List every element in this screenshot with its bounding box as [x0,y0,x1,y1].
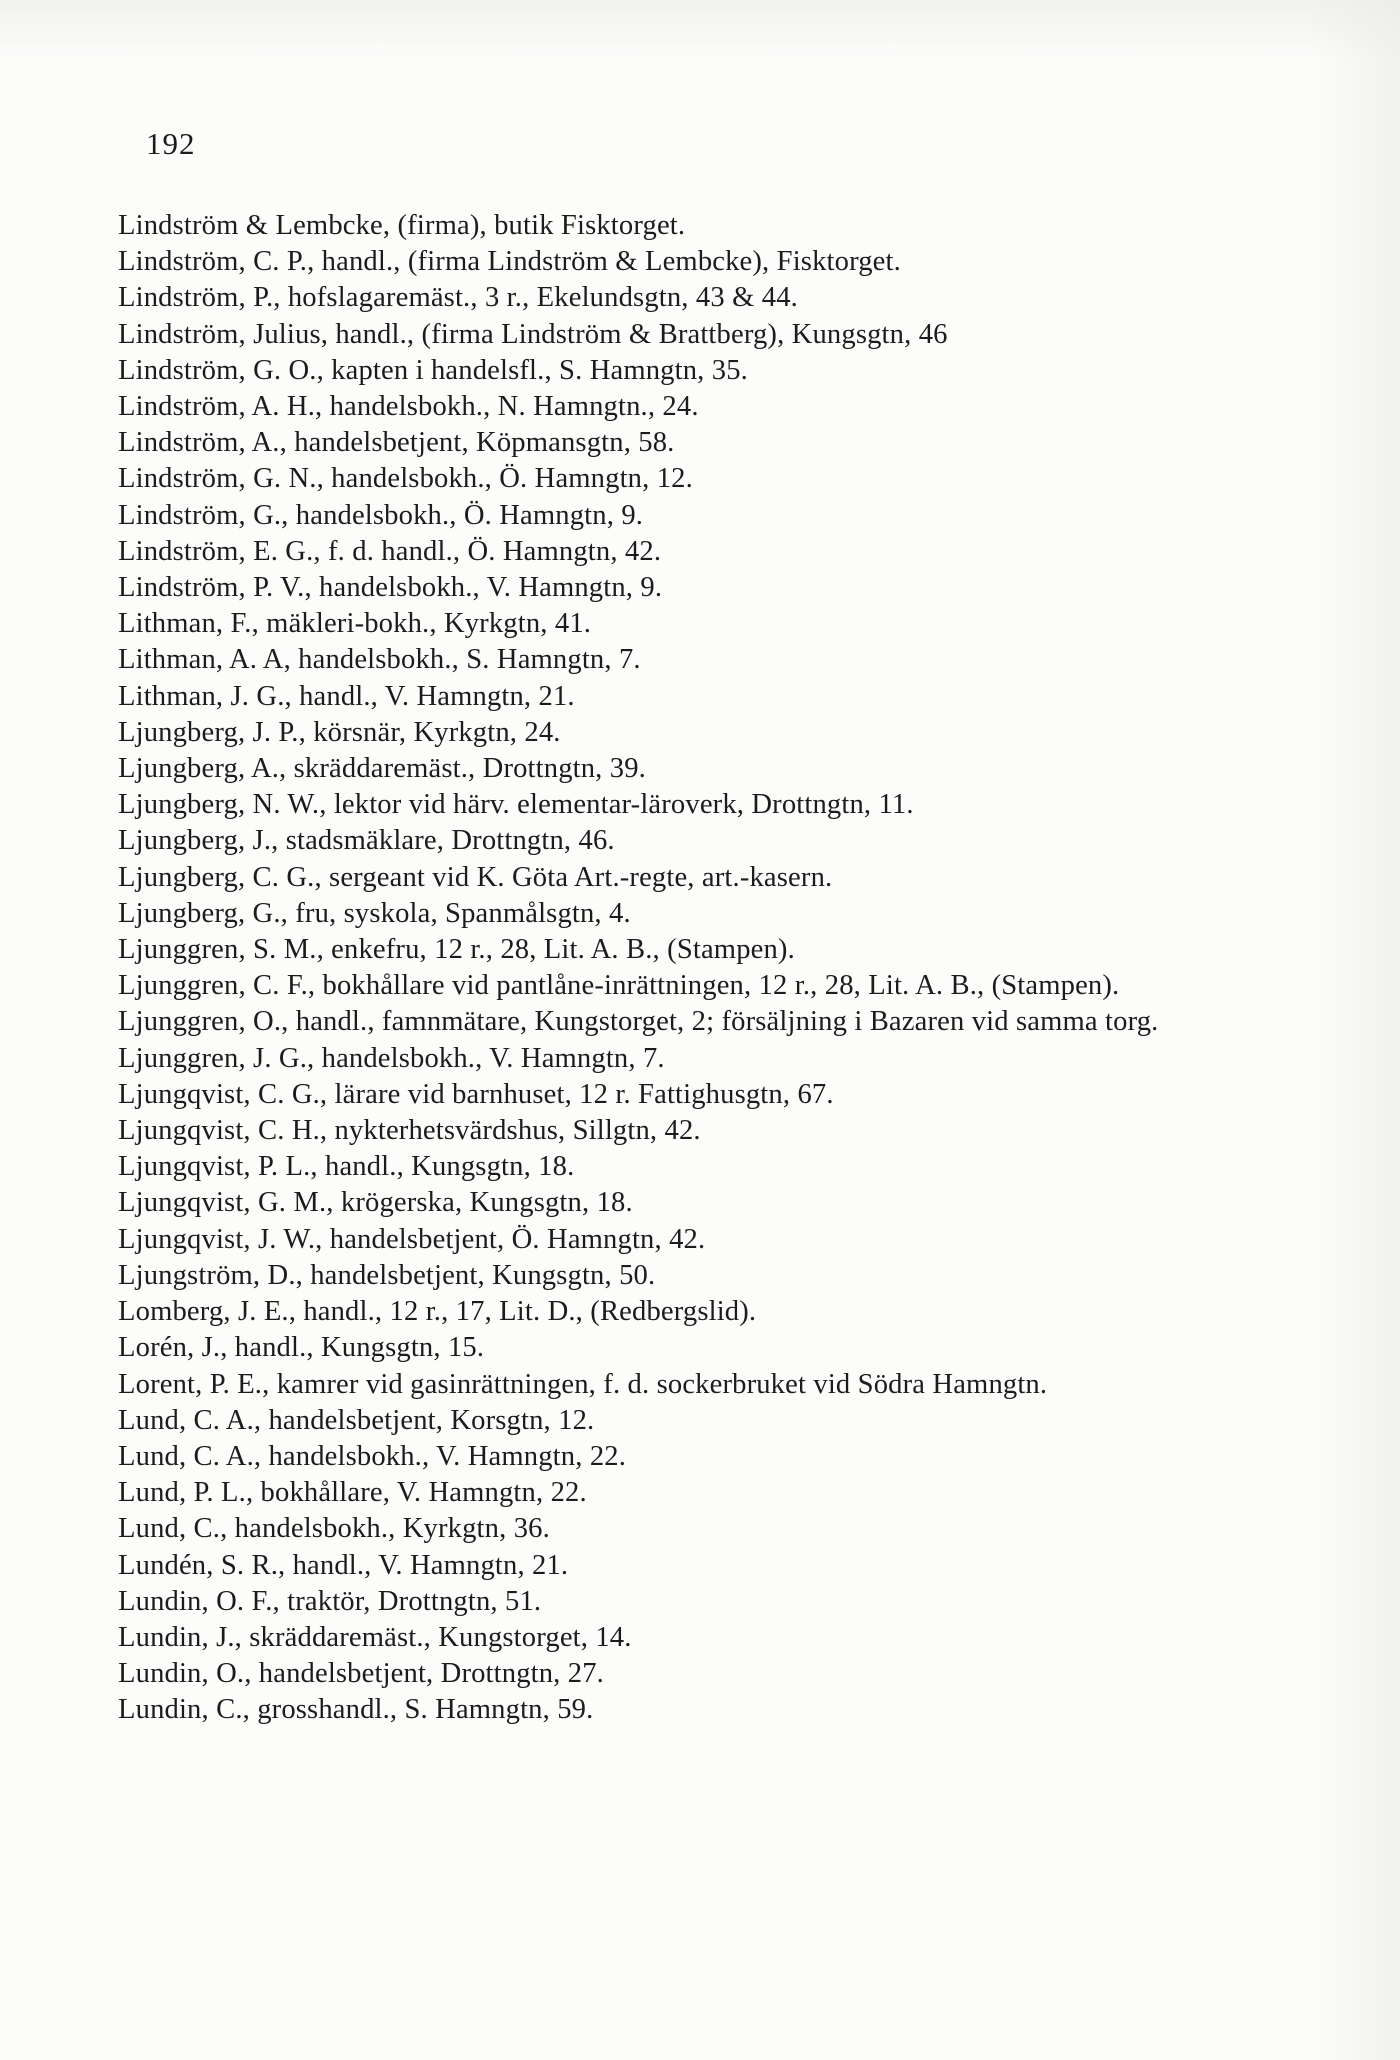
directory-entry: Ljungqvist, G. M., krögerska, Kungsgtn, 18. [118,1187,633,1219]
directory-entry: Ljungberg, A., skräddaremäst., Drottngtn, 39. [118,753,646,785]
directory-entry: Lindström, G. O., kapten i handelsfl., S. Hamngtn, 35. [118,354,748,386]
directory-entry: Lithman, J. G., handl., V. Hamngtn, 21. [118,680,575,712]
directory-entry: Lundin, O. F., traktör, Drottngtn, 51. [118,1585,542,1617]
directory-entry: Ljunggren, O., handl., famnmätare, Kungstorget, 2; försäljning i Bazaren vid samma torg. [118,1006,1159,1038]
directory-entry: Lindström, A. H., handelsbokh., N. Hamngtn., 24. [118,391,699,423]
directory-entry: Lundin, O., handelsbetjent, Drottngtn, 27. [118,1658,604,1690]
directory-entry: Lindström, Julius, handl., (firma Lindström & Brattberg), Kungsgtn, 46 [118,318,948,350]
page-shadow-right [1310,0,1400,2060]
directory-entry: Lindström, P., hofslagaremäst., 3 r., Ekelundsgtn, 43 & 44. [118,282,798,314]
directory-entry: Lindström, A., handelsbetjent, Köpmansgtn, 58. [118,427,675,459]
directory-entry: Ljungberg, C. G., sergeant vid K. Göta Art.-regte, art.-kasern. [118,861,833,893]
directory-entry-list [118,208,1300,1729]
directory-entry: Lindström, E. G., f. d. handl., Ö. Hamngtn, 42. [118,535,662,567]
directory-entry: Lithman, A. A, handelsbokh., S. Hamngtn, 7. [118,644,641,676]
directory-entry: Ljungström, D., handelsbetjent, Kungsgtn, 50. [118,1259,656,1291]
directory-entry: Ljunggren, J. G., handelsbokh., V. Hamngtn, 7. [118,1042,665,1074]
directory-entry: Lindström, G., handelsbokh., Ö. Hamngtn, 9. [118,499,644,531]
directory-entry: Lorent, P. E., kamrer vid gasinrättningen, f. d. sockerbruket vid Södra Hamngtn. [118,1368,1048,1400]
directory-entry: Ljungberg, J. P., körsnär, Kyrkgtn, 24. [118,716,561,748]
directory-entry: Ljungberg, G., fru, syskola, Spanmålsgtn, 4. [118,897,631,929]
directory-entry: Lundin, J., skräddaremäst., Kungstorget, 14. [118,1621,632,1653]
directory-entry: Ljungqvist, P. L., handl., Kungsgtn, 18. [118,1151,575,1183]
directory-entry: Ljungqvist, J. W., handelsbetjent, Ö. Hamngtn, 42. [118,1223,706,1255]
page-number: 192 [146,126,196,161]
directory-entry: Ljungberg, N. W., lektor vid härv. elementar-läroverk, Drottngtn, 11. [118,789,914,821]
directory-entry: Lomberg, J. E., handl., 12 r., 17, Lit. D., (Redbergslid). [118,1296,757,1328]
directory-entry: Lund, C. A., handelsbokh., V. Hamngtn, 22. [118,1440,627,1472]
directory-entry: Ljungberg, J., stadsmäklare, Drottngtn, 46. [118,825,615,857]
directory-entry: Ljungqvist, C. H., nykterhetsvärdshus, Sillgtn, 42. [118,1115,701,1147]
directory-entry: Lund, P. L., bokhållare, V. Hamngtn, 22. [118,1477,587,1509]
directory-entry: Ljungqvist, C. G., lärare vid barnhuset, 12 r. Fattighusgtn, 67. [118,1078,834,1110]
directory-entry: Lund, C. A., handelsbetjent, Korsgtn, 12. [118,1404,595,1436]
directory-entry: Ljunggren, S. M., enkefru, 12 r., 28, Lit. A. B., (Stampen). [118,934,795,966]
directory-entry: Lindström, P. V., handelsbokh., V. Hamngtn, 9. [118,572,663,604]
directory-entry: Lithman, F., mäkleri-bokh., Kyrkgtn, 41. [118,608,592,640]
directory-entry: Lindström, G. N., handelsbokh., Ö. Hamngtn, 12. [118,463,693,495]
page-shadow-top [0,0,1400,60]
directory-entry: Lundén, S. R., handl., V. Hamngtn, 21. [118,1549,569,1581]
directory-entry: Lindström, C. P., handl., (firma Lindström & Lembcke), Fisktorget. [118,246,901,278]
directory-entry: Lindström & Lembcke, (firma), butik Fisktorget. [118,210,686,241]
directory-entry: Ljunggren, C. F., bokhållare vid pantlåne-inrättningen, 12 r., 28, Lit. A. B., (Stampen). [118,970,1120,1002]
directory-entry: Lundin, C., grosshandl., S. Hamngtn, 59. [118,1694,594,1726]
directory-entry: Lorén, J., handl., Kungsgtn, 15. [118,1332,485,1364]
directory-entry: Lund, C., handelsbokh., Kyrkgtn, 36. [118,1513,550,1545]
